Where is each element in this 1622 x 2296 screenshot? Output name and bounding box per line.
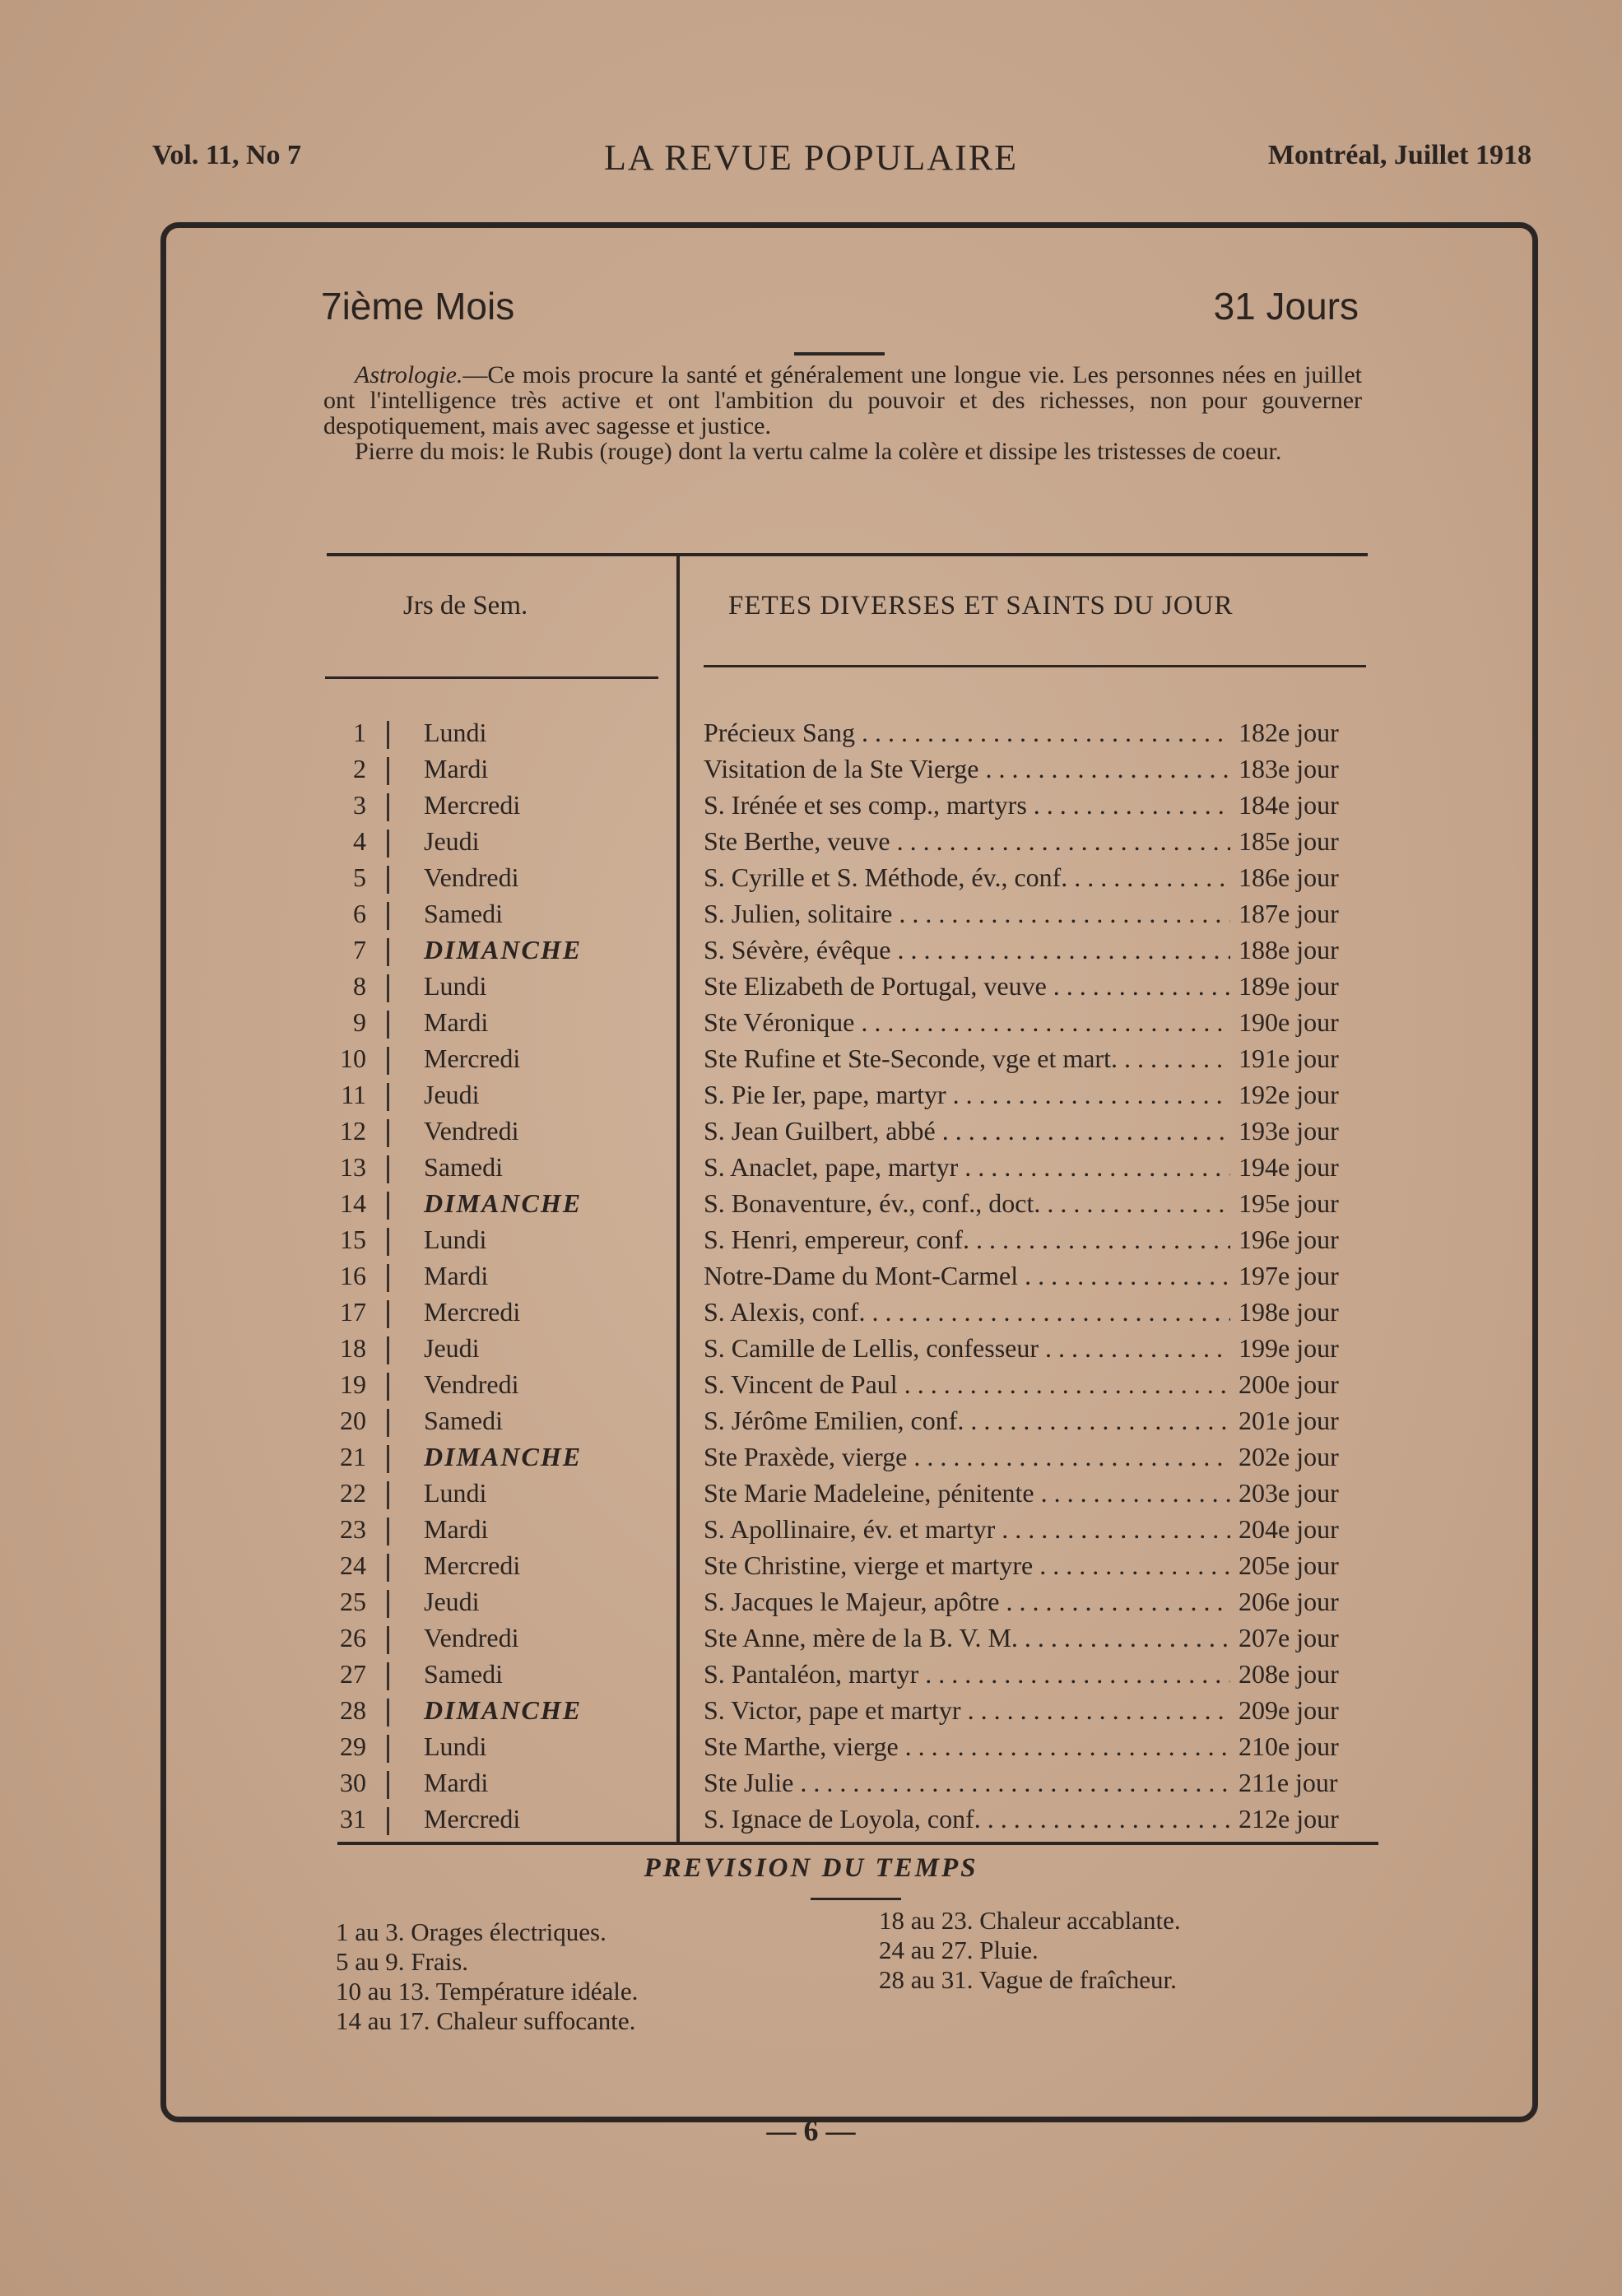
table-top-rule: [327, 553, 1368, 556]
day-row: [0, 1333, 1622, 1369]
day-row: [0, 1225, 1622, 1261]
day-of-year: 194e jour: [1239, 1152, 1339, 1182]
prevision-item: 24 au 27. Pluie.: [879, 1936, 1039, 1964]
day-of-year: 193e jour: [1239, 1116, 1339, 1146]
day-row: [0, 1478, 1622, 1514]
day-of-year: 203e jour: [1239, 1478, 1339, 1508]
row-tick-mark: [387, 938, 389, 966]
weekday-name: Jeudi: [424, 1333, 480, 1363]
day-row: [0, 1804, 1622, 1840]
day-of-year: 195e jour: [1239, 1188, 1339, 1218]
row-tick-mark: [387, 1155, 389, 1183]
saint-name: Ste Rufine et Ste-Seconde, vge et mart. . . .: [704, 1043, 1230, 1074]
day-number: 27: [340, 1659, 366, 1689]
saint-name: S. Victor, pape et martyr . . .: [704, 1695, 1230, 1726]
day-row: [0, 1406, 1622, 1442]
weekday-name: Lundi: [424, 971, 487, 1001]
day-number: 21: [340, 1442, 366, 1471]
intro-text: [323, 362, 1362, 464]
prevision-underline: [811, 1898, 901, 1900]
saint-name: S. Jérôme Emilien, conf. . . .: [704, 1406, 1230, 1436]
weekday-name: Mercredi: [424, 1043, 521, 1073]
day-row: [0, 1261, 1622, 1297]
row-tick-mark: [387, 1119, 389, 1147]
day-of-year: 209e jour: [1239, 1695, 1339, 1725]
row-tick-mark: [387, 1409, 389, 1437]
row-tick-mark: [387, 757, 389, 785]
weekday-name: Mercredi: [424, 790, 521, 820]
saint-name: S. Cyrille et S. Méthode, év., conf. . . .: [704, 862, 1230, 893]
saint-name: S. Apollinaire, év. et martyr . . .: [704, 1514, 1230, 1545]
prevision-right-list: [879, 1906, 1181, 1995]
weekday-name: Vendredi: [424, 1116, 519, 1146]
saint-name: Ste Julie . . .: [704, 1768, 1230, 1798]
day-row: [0, 1623, 1622, 1659]
title-underline: [794, 352, 885, 356]
day-row: [0, 1659, 1622, 1695]
day-row: [0, 790, 1622, 826]
saint-name: S. Henri, empereur, conf. . . .: [704, 1225, 1230, 1255]
volume-number: Vol. 11, No 7: [152, 140, 302, 170]
day-row: [0, 1152, 1622, 1188]
page-number: — 6 —: [766, 2114, 856, 2147]
prevision-item: 14 au 17. Chaleur suffocante.: [336, 2006, 636, 2035]
row-tick-mark: [387, 1047, 389, 1075]
saint-name: S. Bonaventure, év., conf., doct. . . .: [704, 1188, 1230, 1219]
weekday-name: Lundi: [424, 1225, 487, 1254]
saint-name: Ste Christine, vierge et martyre . . .: [704, 1550, 1230, 1581]
day-of-year: 188e jour: [1239, 935, 1339, 964]
astrology-label: Astrologie.: [355, 361, 463, 388]
row-tick-mark: [387, 830, 389, 858]
day-of-year: 185e jour: [1239, 826, 1339, 856]
prevision-item: 10 au 13. Température idéale.: [336, 1977, 639, 2006]
prevision-item: 18 au 23. Chaleur accablante.: [879, 1906, 1181, 1935]
prevision-item: 28 au 31. Vague de fraîcheur.: [879, 1965, 1177, 1994]
weekday-name: Mercredi: [424, 1297, 521, 1327]
row-tick-mark: [387, 1807, 389, 1835]
day-of-year: 205e jour: [1239, 1550, 1339, 1580]
saint-name: Ste Marthe, vierge . . .: [704, 1731, 1230, 1762]
day-row: [0, 1007, 1622, 1043]
saint-name: Ste Elizabeth de Portugal, veuve . . .: [704, 971, 1230, 1002]
astrology-paragraph: [323, 362, 1362, 439]
day-row: [0, 1442, 1622, 1478]
saint-name: Visitation de la Ste Vierge . . .: [704, 754, 1230, 784]
row-tick-mark: [387, 1662, 389, 1690]
day-number: 10: [340, 1043, 366, 1073]
day-number: 26: [340, 1623, 366, 1652]
month-ordinal: 7ième Mois: [321, 285, 515, 328]
day-row: [0, 1768, 1622, 1804]
days-count: 31 Jours: [1213, 285, 1359, 328]
day-of-year: 210e jour: [1239, 1731, 1339, 1761]
weekday-name: DIMANCHE: [424, 935, 583, 964]
left-header-rule: [325, 676, 658, 679]
day-of-year: 212e jour: [1239, 1804, 1339, 1834]
day-row: [0, 971, 1622, 1007]
row-tick-mark: [387, 1083, 389, 1111]
saint-name: S. Anaclet, pape, martyr . . .: [704, 1152, 1230, 1183]
day-of-year: 190e jour: [1239, 1007, 1339, 1037]
weekday-name: Lundi: [424, 1731, 487, 1761]
weekday-name: Vendredi: [424, 1369, 519, 1399]
row-tick-mark: [387, 1554, 389, 1582]
prevision-item: 5 au 9. Frais.: [336, 1947, 469, 1976]
weekday-name: Jeudi: [424, 1080, 480, 1109]
weekday-name: DIMANCHE: [424, 1695, 583, 1725]
day-number: 4: [353, 826, 366, 856]
day-of-year: 206e jour: [1239, 1587, 1339, 1616]
saint-name: Ste Marie Madeleine, pénitente . . .: [704, 1478, 1230, 1508]
row-tick-mark: [387, 974, 389, 1002]
day-row: [0, 1514, 1622, 1550]
weekday-name: Jeudi: [424, 826, 480, 856]
day-number: 19: [340, 1369, 366, 1399]
row-tick-mark: [387, 1699, 389, 1727]
row-tick-mark: [387, 1336, 389, 1364]
day-number: 17: [340, 1297, 366, 1327]
day-of-year: 208e jour: [1239, 1659, 1339, 1689]
row-tick-mark: [387, 1481, 389, 1509]
day-row: [0, 899, 1622, 935]
day-number: 18: [340, 1333, 366, 1363]
weekday-name: DIMANCHE: [424, 1188, 583, 1218]
day-number: 9: [353, 1007, 366, 1037]
row-tick-mark: [387, 1228, 389, 1256]
saint-name: S. Ignace de Loyola, conf. . . .: [704, 1804, 1230, 1834]
saint-name: S. Alexis, conf. . . .: [704, 1297, 1230, 1327]
weekday-name: Mercredi: [424, 1550, 521, 1580]
day-row: [0, 826, 1622, 862]
astrology-text: —Ce mois procure la santé et généralement une longue vie. Les personnes nées en juillet ont l'intelligence très active et ont l'ambition du pouvoir et des richesses, non pour gouverner despotiquement, mais avec sagesse et justice.: [323, 361, 1362, 439]
day-of-year: 186e jour: [1239, 862, 1339, 892]
day-row: [0, 1695, 1622, 1731]
day-number: 11: [341, 1080, 366, 1109]
saint-name: S. Sévère, évêque . . .: [704, 935, 1230, 965]
row-tick-mark: [387, 1735, 389, 1763]
day-of-year: 189e jour: [1239, 971, 1339, 1001]
weekday-name: Lundi: [424, 718, 487, 747]
day-number: 20: [340, 1406, 366, 1435]
saint-name: S. Jean Guilbert, abbé . . .: [704, 1116, 1230, 1146]
day-row: [0, 1043, 1622, 1080]
day-of-year: 201e jour: [1239, 1406, 1339, 1435]
weekday-name: Vendredi: [424, 1623, 519, 1652]
prevision-title: PREVISION DU TEMPS: [644, 1853, 978, 1883]
day-row: [0, 1080, 1622, 1116]
row-tick-mark: [387, 1771, 389, 1799]
saint-name: S. Irénée et ses comp., martyrs . . .: [704, 790, 1230, 820]
day-number: 8: [353, 971, 366, 1001]
weekday-name: Lundi: [424, 1478, 487, 1508]
saint-name: Ste Berthe, veuve . . .: [704, 826, 1230, 857]
row-tick-mark: [387, 1445, 389, 1473]
column-header-saints: FETES DIVERSES ET SAINTS DU JOUR: [728, 591, 1234, 620]
day-row: [0, 862, 1622, 899]
row-tick-mark: [387, 1590, 389, 1618]
day-of-year: 202e jour: [1239, 1442, 1339, 1471]
day-of-year: 199e jour: [1239, 1333, 1339, 1363]
day-of-year: 198e jour: [1239, 1297, 1339, 1327]
weekday-name: Mardi: [424, 1261, 489, 1290]
day-number: 29: [340, 1731, 366, 1761]
day-number: 24: [340, 1550, 366, 1580]
day-number: 7: [353, 935, 366, 964]
saint-name: Ste Anne, mère de la B. V. M. . . .: [704, 1623, 1230, 1653]
day-number: 13: [340, 1152, 366, 1182]
row-tick-mark: [387, 1192, 389, 1220]
day-number: 23: [340, 1514, 366, 1544]
saint-name: Ste Véronique . . .: [704, 1007, 1230, 1038]
day-number: 12: [340, 1116, 366, 1146]
prevision-item: 1 au 3. Orages électriques.: [336, 1917, 607, 1946]
day-row: [0, 1297, 1622, 1333]
day-number: 25: [340, 1587, 366, 1616]
day-row: [0, 754, 1622, 790]
day-row: [0, 1116, 1622, 1152]
saint-name: S. Vincent de Paul . . .: [704, 1369, 1230, 1400]
right-header-rule: [704, 665, 1366, 667]
stone-paragraph: Pierre du mois: le Rubis (rouge) dont la vertu calme la colère et dissipe les tristesses de coeur.: [355, 438, 1282, 465]
weekday-name: Samedi: [424, 1152, 503, 1182]
weekday-name: Mardi: [424, 1007, 489, 1037]
row-tick-mark: [387, 1373, 389, 1401]
journal-title: LA REVUE POPULAIRE: [604, 137, 1018, 178]
weekday-name: Vendredi: [424, 862, 519, 892]
day-of-year: 187e jour: [1239, 899, 1339, 928]
place-date: Montréal, Juillet 1918: [1267, 140, 1531, 170]
saint-name: S. Pantaléon, martyr . . .: [704, 1659, 1230, 1689]
saint-name: S. Jacques le Majeur, apôtre . . .: [704, 1587, 1230, 1617]
saint-name: Notre-Dame du Mont-Carmel . . .: [704, 1261, 1230, 1291]
day-of-year: 197e jour: [1239, 1261, 1339, 1290]
row-tick-mark: [387, 866, 389, 894]
prevision-left-list: [336, 1917, 638, 2036]
saint-name: S. Camille de Lellis, confesseur . . .: [704, 1333, 1230, 1364]
day-row: [0, 1587, 1622, 1623]
day-of-year: 207e jour: [1239, 1623, 1339, 1652]
saint-name: Précieux Sang . . .: [704, 718, 1230, 748]
day-number: 16: [340, 1261, 366, 1290]
day-row: [0, 718, 1622, 754]
day-of-year: 182e jour: [1239, 718, 1339, 747]
row-tick-mark: [387, 1517, 389, 1545]
day-of-year: 192e jour: [1239, 1080, 1339, 1109]
day-number: 22: [340, 1478, 366, 1508]
row-tick-mark: [387, 1264, 389, 1292]
saint-name: Ste Praxède, vierge . . .: [704, 1442, 1230, 1472]
row-tick-mark: [387, 902, 389, 930]
day-of-year: 196e jour: [1239, 1225, 1339, 1254]
weekday-name: Samedi: [424, 1406, 503, 1435]
day-of-year: 183e jour: [1239, 754, 1339, 783]
day-number: 28: [340, 1695, 366, 1725]
day-row: [0, 935, 1622, 971]
weekday-name: Samedi: [424, 1659, 503, 1689]
column-header-weekdays: Jrs de Sem.: [403, 591, 528, 620]
day-of-year: 200e jour: [1239, 1369, 1339, 1399]
day-row: [0, 1369, 1622, 1406]
weekday-name: Samedi: [424, 899, 503, 928]
day-number: 1: [353, 718, 366, 747]
day-row: [0, 1731, 1622, 1768]
weekday-name: Mercredi: [424, 1804, 521, 1834]
row-tick-mark: [387, 1626, 389, 1654]
row-tick-mark: [387, 721, 389, 749]
day-number: 5: [353, 862, 366, 892]
day-number: 31: [340, 1804, 366, 1834]
day-number: 15: [340, 1225, 366, 1254]
day-number: 30: [340, 1768, 366, 1797]
row-tick-mark: [387, 1011, 389, 1039]
weekday-name: Jeudi: [424, 1587, 480, 1616]
saint-name: S. Julien, solitaire . . .: [704, 899, 1230, 929]
weekday-name: DIMANCHE: [424, 1442, 583, 1471]
day-number: 14: [340, 1188, 366, 1218]
row-tick-mark: [387, 1300, 389, 1328]
weekday-name: Mardi: [424, 1514, 489, 1544]
day-row: [0, 1550, 1622, 1587]
day-number: 3: [353, 790, 366, 820]
day-of-year: 211e jour: [1239, 1768, 1338, 1797]
table-bottom-rule: [337, 1842, 1378, 1845]
day-of-year: 191e jour: [1239, 1043, 1339, 1073]
day-number: 2: [353, 754, 366, 783]
day-of-year: 204e jour: [1239, 1514, 1339, 1544]
day-row: [0, 1188, 1622, 1225]
day-of-year: 184e jour: [1239, 790, 1339, 820]
day-number: 6: [353, 899, 366, 928]
saint-name: S. Pie Ier, pape, martyr . . .: [704, 1080, 1230, 1110]
row-tick-mark: [387, 793, 389, 821]
weekday-name: Mardi: [424, 1768, 489, 1797]
weekday-name: Mardi: [424, 754, 489, 783]
